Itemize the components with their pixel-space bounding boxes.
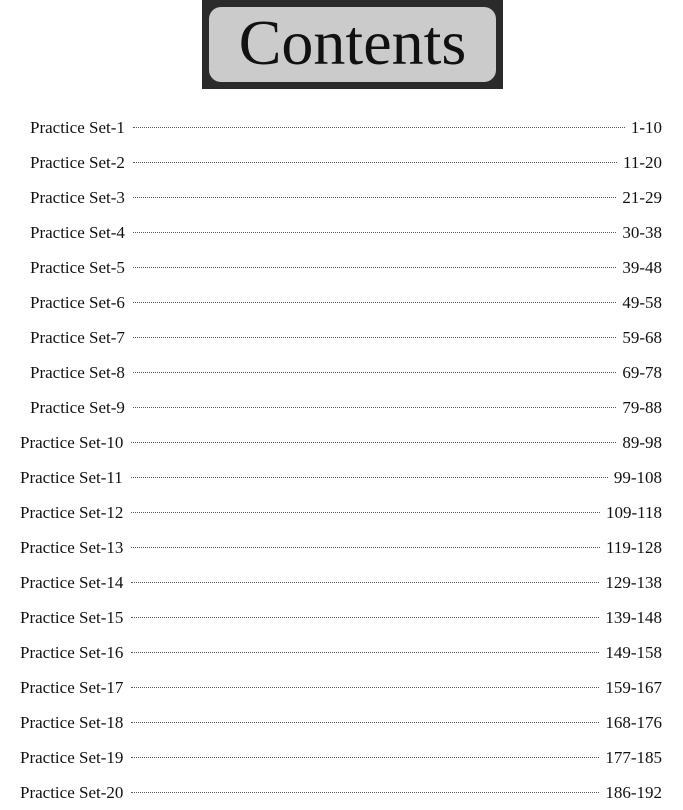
toc-entry-label: Practice Set-14 — [20, 573, 124, 592]
toc-entry[interactable] — [0, 355, 683, 390]
toc-entry[interactable] — [0, 740, 683, 775]
toc-dot-leader — [133, 407, 616, 408]
toc-dot-leader — [131, 652, 599, 653]
toc-entry-pages: 168-176 — [605, 713, 662, 732]
toc-entry-label: Practice Set-4 — [30, 223, 125, 242]
toc-entry[interactable] — [0, 110, 683, 145]
toc-entry-pages: 159-167 — [605, 678, 662, 697]
toc-entry-pages: 129-138 — [605, 573, 662, 592]
toc-dot-leader — [131, 687, 599, 688]
toc-entry-label: Practice Set-13 — [20, 538, 124, 557]
toc-entry-label: Practice Set-1 — [30, 118, 125, 137]
toc-entry[interactable] — [0, 320, 683, 355]
toc-entry[interactable] — [0, 180, 683, 215]
toc-dot-leader — [131, 582, 599, 583]
toc-entry-pages: 109-118 — [605, 503, 662, 522]
toc-entry-label: Practice Set-7 — [30, 328, 125, 347]
contents-title-box — [202, 0, 503, 89]
toc-entry-label: Practice Set-8 — [30, 363, 125, 382]
toc-entry[interactable] — [0, 285, 683, 320]
toc-entry[interactable] — [0, 635, 683, 670]
toc-entry-label: Practice Set-17 — [20, 678, 124, 697]
toc-entry-pages: 139-148 — [605, 608, 662, 627]
toc-entry-label: Practice Set-10 — [20, 433, 124, 452]
toc-entry-pages: 21-29 — [622, 188, 662, 207]
toc-entry-pages: 49-58 — [622, 293, 662, 312]
toc-entry-pages: 11-20 — [622, 153, 662, 172]
toc-dot-leader — [133, 127, 625, 128]
toc-entry-pages: 89-98 — [622, 433, 662, 452]
toc-dot-leader — [131, 442, 616, 443]
toc-entry-label: Practice Set-6 — [30, 293, 125, 312]
toc-dot-leader — [133, 372, 616, 373]
toc-entry-pages: 1-10 — [630, 118, 662, 137]
toc-entry-label: Practice Set-12 — [20, 503, 124, 522]
toc-dot-leader — [131, 757, 599, 758]
toc-entry-label: Practice Set-19 — [20, 748, 124, 767]
toc-dot-leader — [131, 512, 600, 513]
toc-entry[interactable] — [0, 530, 683, 565]
contents-title-panel — [209, 7, 496, 82]
toc-entry[interactable] — [0, 145, 683, 180]
toc-dot-leader — [133, 337, 616, 338]
toc-dot-leader — [131, 547, 600, 548]
toc-entry-label: Practice Set-20 — [20, 783, 124, 802]
toc-entry-pages: 79-88 — [622, 398, 662, 417]
toc-entry-label: Practice Set-15 — [20, 608, 124, 627]
toc-entry-pages: 186-192 — [605, 783, 662, 802]
toc-entry[interactable] — [0, 600, 683, 635]
toc-entry-label: Practice Set-9 — [30, 398, 125, 417]
toc-entry-label: Practice Set-11 — [20, 468, 123, 487]
toc-entry-pages: 39-48 — [622, 258, 662, 277]
toc-entry-label: Practice Set-18 — [20, 713, 124, 732]
toc-entry-pages: 119-128 — [605, 538, 662, 557]
toc-entry[interactable] — [0, 250, 683, 285]
toc-entry-pages: 69-78 — [622, 363, 662, 382]
toc-entry[interactable] — [0, 670, 683, 705]
toc-entry-pages: 99-108 — [613, 468, 662, 487]
toc-entry-pages: 177-185 — [605, 748, 662, 767]
toc-dot-leader — [133, 197, 616, 198]
toc-entry[interactable] — [0, 425, 683, 460]
toc-dot-leader — [131, 722, 599, 723]
toc-entry-pages: 149-158 — [605, 643, 662, 662]
page-title: Contents — [238, 6, 467, 78]
toc-entry[interactable] — [0, 215, 683, 250]
toc-entry[interactable] — [0, 460, 683, 495]
toc-entry[interactable] — [0, 495, 683, 530]
toc-entry-pages: 30-38 — [622, 223, 662, 242]
toc-dot-leader — [133, 232, 616, 233]
toc-dot-leader — [131, 477, 608, 478]
toc-dot-leader — [133, 302, 616, 303]
toc-dot-leader — [131, 792, 599, 793]
toc-dot-leader — [133, 267, 616, 268]
toc-entry-label: Practice Set-5 — [30, 258, 125, 277]
toc-entry[interactable] — [0, 775, 683, 810]
toc-entry[interactable] — [0, 705, 683, 740]
toc-entry-label: Practice Set-3 — [30, 188, 125, 207]
toc-entry-label: Practice Set-16 — [20, 643, 124, 662]
toc-entry-label: Practice Set-2 — [30, 153, 125, 172]
toc-entry[interactable] — [0, 390, 683, 425]
toc-dot-leader — [133, 162, 617, 163]
toc-entry-pages: 59-68 — [622, 328, 662, 347]
toc-entry[interactable] — [0, 565, 683, 600]
toc-dot-leader — [131, 617, 599, 618]
